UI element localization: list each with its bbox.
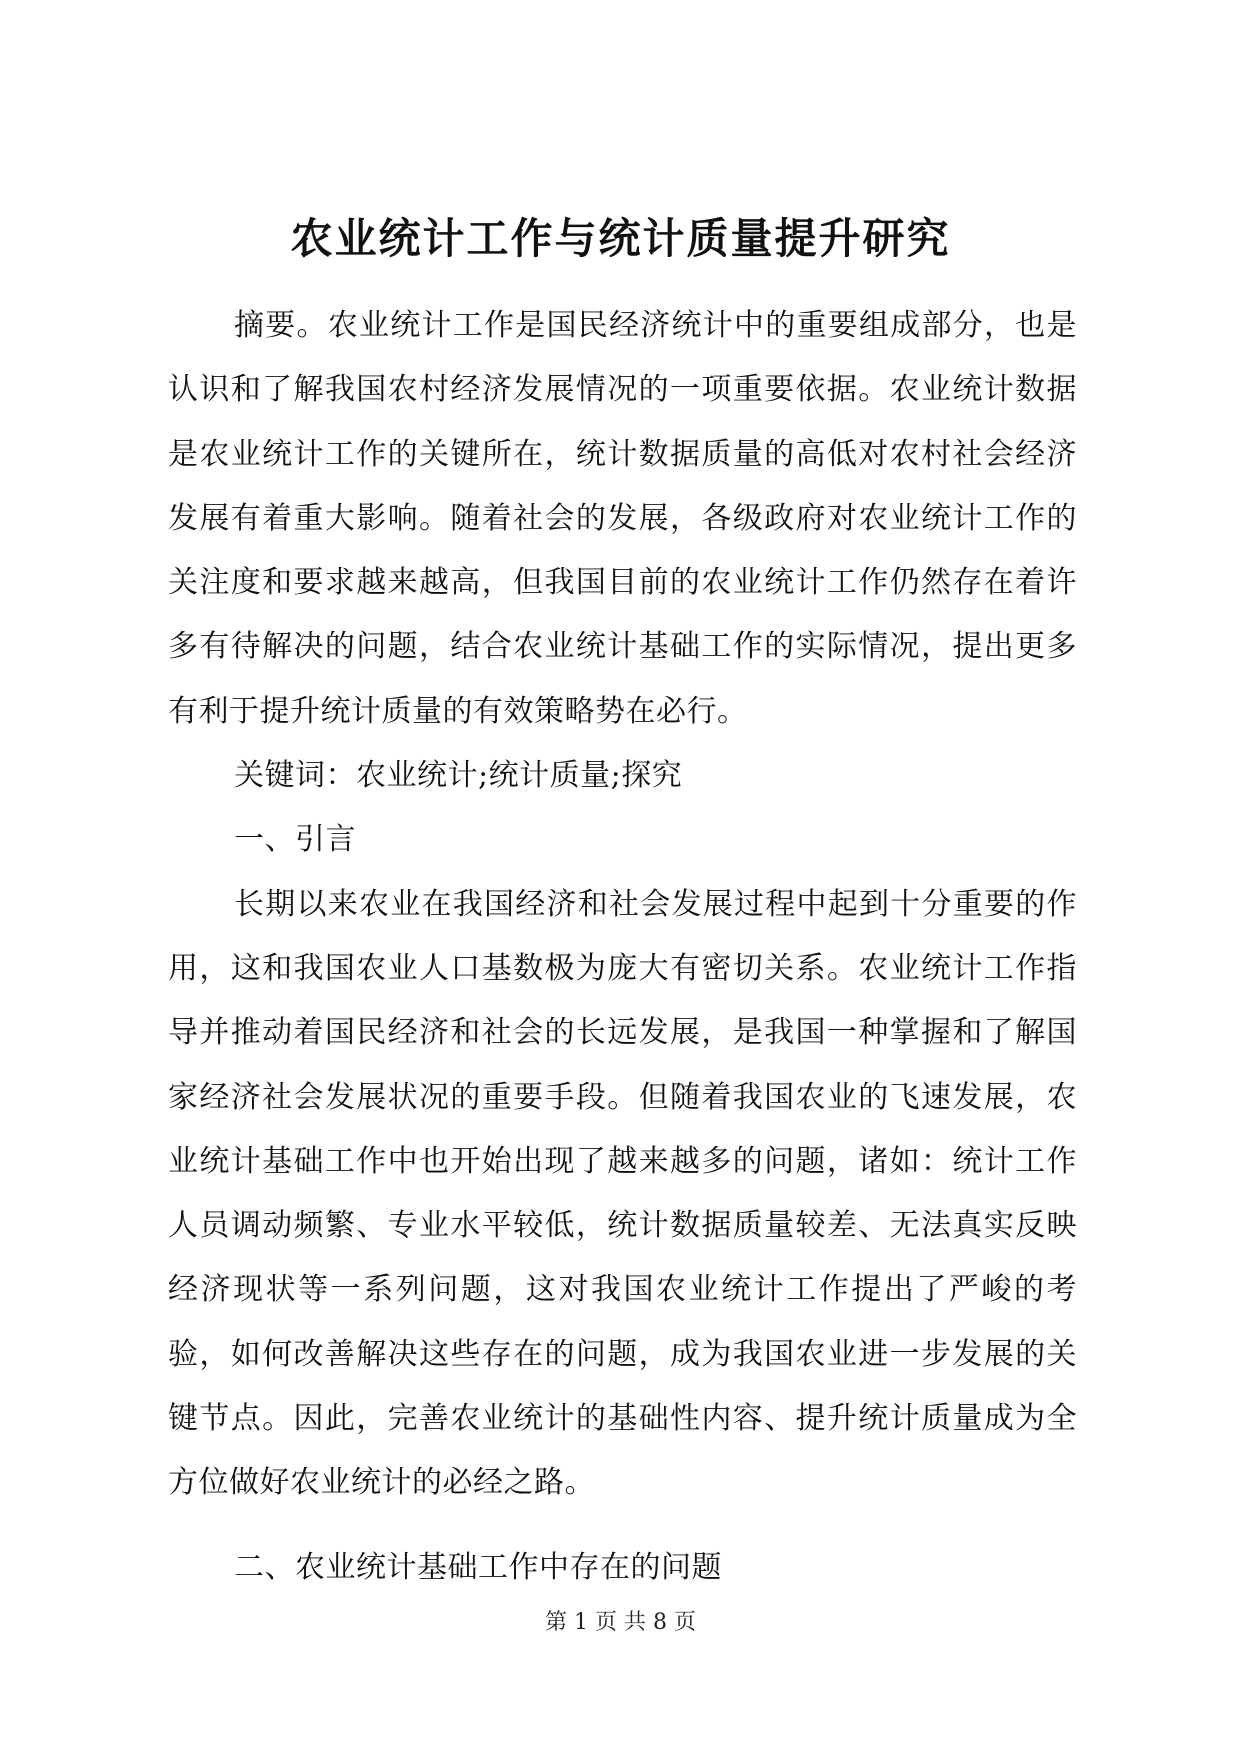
abstract-paragraph: 摘要。农业统计工作是国民经济统计中的重要组成部分，也是认识和了解我国农村经济发展情况的一项重要依据。农业统计数据是农业统计工作的关键所在，统计数据质量的高低对农村社会经济发展有着重大影响。随着社会的发展，各级政府对农业统计工作的关注度和要求越来越高，但我国目前的农业统计工作仍然存在着许多有待解决的问题，结合农业统计基础工作的实际情况，提出更多有利于提升统计质量的有效策略势在必行。: [168, 308, 1077, 729]
document-title: 农业统计工作与统计质量提升研究: [290, 214, 951, 263]
section-heading-problems: 二、农业统计基础工作中存在的问题: [234, 1549, 722, 1585]
keywords-line: 关键词：农业统计;统计质量;探究: [234, 758, 683, 794]
page-footer: [0, 1612, 1241, 1634]
page-number-label: 第 1 页 共 8 页: [545, 1610, 696, 1635]
document-body: [168, 294, 1077, 1600]
section-heading-introduction: 一、引言: [234, 822, 356, 858]
introduction-paragraph: 长期以来农业在我国经济和社会发展过程中起到十分重要的作用，这和我国农业人口基数极为庞大有密切关系。农业统计工作指导并推动着国民经济和社会的长远发展，是我国一种掌握和了解国家经济社会发展状况的重要手段。但随着我国农业的飞速发展，农业统计基础工作中也开始出现了越来越多的问题，诸如：统计工作人员调动频繁、专业水平较低，统计数据质量较差、无法真实反映经济现状等一系列问题，这对我国农业统计工作提出了严峻的考验，如何改善解决这些存在的问题，成为我国农业进一步发展的关键节点。因此，完善农业统计的基础性内容、提升统计质量成为全方位做好农业统计的必经之路。: [168, 886, 1077, 1501]
